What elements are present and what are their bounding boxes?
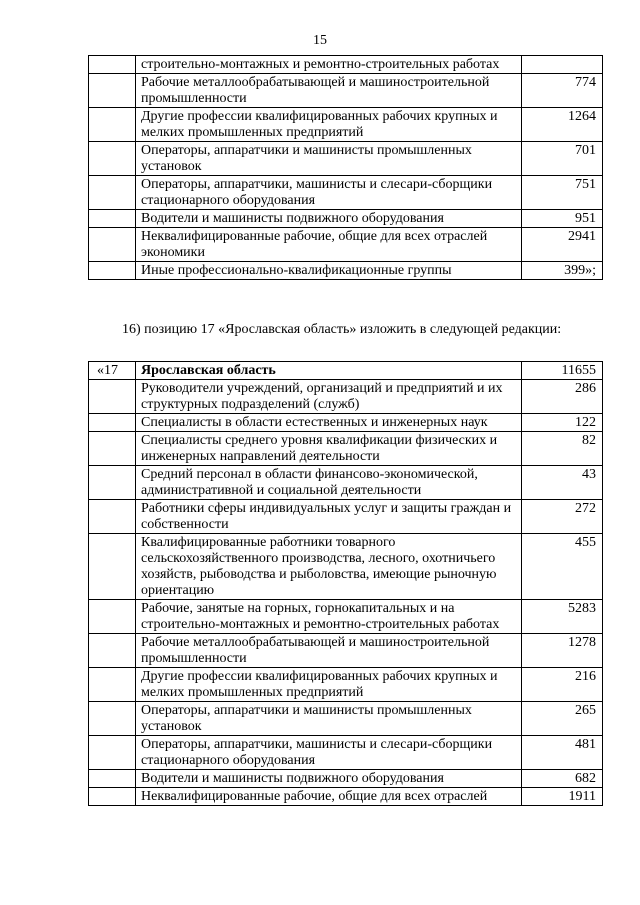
- table-row: [89, 788, 603, 806]
- table-row: [89, 56, 603, 74]
- table-row: [89, 770, 603, 788]
- value-cell: 82: [522, 432, 603, 466]
- value-cell: 286: [522, 380, 603, 414]
- table-row: [89, 600, 603, 634]
- table-row: [89, 176, 603, 210]
- value-cell: 43: [522, 466, 603, 500]
- table-row: [89, 380, 603, 414]
- occupation-cell: Средний персонал в области финансово-экономической, административной и социальной деятельности: [136, 466, 522, 500]
- value-cell: 481: [522, 736, 603, 770]
- code-cell: [89, 534, 136, 600]
- code-cell: [89, 210, 136, 228]
- value-cell: 1278: [522, 634, 603, 668]
- value-cell: 774: [522, 74, 603, 108]
- table-row: [89, 262, 603, 280]
- code-cell: [89, 668, 136, 702]
- value-cell: 265: [522, 702, 603, 736]
- value-cell: 399»;: [522, 262, 603, 280]
- code-cell: [89, 262, 136, 280]
- table-row: [89, 108, 603, 142]
- table-row: [89, 74, 603, 108]
- occupation-cell: Специалисты среднего уровня квалификации физических и инженерных направлений деятельности: [136, 432, 522, 466]
- region-name: Ярославская область: [136, 362, 522, 380]
- table-row: [89, 432, 603, 466]
- code-cell: [89, 380, 136, 414]
- table-row: [89, 534, 603, 600]
- occupation-cell: Работники сферы индивидуальных услуг и защиты граждан и собственности: [136, 500, 522, 534]
- value-cell: 701: [522, 142, 603, 176]
- table-row: [89, 228, 603, 262]
- position-code: «17: [89, 362, 136, 380]
- code-cell: [89, 736, 136, 770]
- occupation-cell: Другие профессии квалифицированных рабочих крупных и мелких промышленных предприятий: [136, 108, 522, 142]
- value-cell: 751: [522, 176, 603, 210]
- table-row: [89, 634, 603, 668]
- occupation-cell: Иные профессионально-квалификационные группы: [136, 262, 522, 280]
- table-row: [89, 466, 603, 500]
- occupation-cell: Неквалифицированные рабочие, общие для всех отраслей экономики: [136, 228, 522, 262]
- table-row: [89, 414, 603, 432]
- value-cell: 122: [522, 414, 603, 432]
- occupation-cell: Специалисты в области естественных и инженерных наук: [136, 414, 522, 432]
- code-cell: [89, 500, 136, 534]
- code-cell: [89, 414, 136, 432]
- occupation-cell: Квалифицированные работники товарного сельскохозяйственного производства, лесного, охотничьего хозяйств, рыбоводства и рыболовства, имеющие рыночную ориентацию: [136, 534, 522, 600]
- value-cell: 272: [522, 500, 603, 534]
- table-row: [89, 736, 603, 770]
- occupation-cell: Неквалифицированные рабочие, общие для всех отраслей: [136, 788, 522, 806]
- page-number: 15: [313, 33, 327, 48]
- occupation-cell: строительно-монтажных и ремонтно-строительных работах: [136, 56, 522, 74]
- code-cell: [89, 788, 136, 806]
- code-cell: [89, 228, 136, 262]
- table-row: [89, 702, 603, 736]
- code-cell: [89, 770, 136, 788]
- yaroslavl-region-table: [88, 361, 603, 806]
- occupation-cell: Руководители учреждений, организаций и предприятий и их структурных подразделений (служб): [136, 380, 522, 414]
- value-cell: 455: [522, 534, 603, 600]
- code-cell: [89, 176, 136, 210]
- code-cell: [89, 56, 136, 74]
- code-cell: [89, 634, 136, 668]
- value-cell: 2941: [522, 228, 603, 262]
- table-row: [89, 668, 603, 702]
- occupations-table-continuation: [88, 55, 603, 280]
- occupation-cell: Водители и машинисты подвижного оборудования: [136, 210, 522, 228]
- occupation-cell: Рабочие металлообрабатывающей и машиностроительной промышленности: [136, 634, 522, 668]
- code-cell: [89, 74, 136, 108]
- occupation-cell: Операторы, аппаратчики и машинисты промышленных установок: [136, 142, 522, 176]
- value-cell: 216: [522, 668, 603, 702]
- table-row: [89, 210, 603, 228]
- code-cell: [89, 142, 136, 176]
- value-cell: 1911: [522, 788, 603, 806]
- value-cell: 1264: [522, 108, 603, 142]
- occupation-cell: Операторы, аппаратчики, машинисты и слесари-сборщики стационарного оборудования: [136, 176, 522, 210]
- value-cell: [522, 56, 603, 74]
- table-row: [89, 500, 603, 534]
- region-row: [89, 362, 603, 380]
- occupation-cell: Рабочие, занятые на горных, горнокапитальных и на строительно-монтажных и ремонтно-строительных работах: [136, 600, 522, 634]
- value-cell: 5283: [522, 600, 603, 634]
- table-row: [89, 142, 603, 176]
- code-cell: [89, 600, 136, 634]
- occupation-cell: Операторы, аппаратчики и машинисты промышленных установок: [136, 702, 522, 736]
- amendment-paragraph: 16) позицию 17 «Ярославская область» изложить в следующей редакции:: [122, 322, 562, 337]
- code-cell: [89, 466, 136, 500]
- occupation-cell: Операторы, аппаратчики, машинисты и слесари-сборщики стационарного оборудования: [136, 736, 522, 770]
- value-cell: 682: [522, 770, 603, 788]
- occupation-cell: Водители и машинисты подвижного оборудования: [136, 770, 522, 788]
- code-cell: [89, 432, 136, 466]
- code-cell: [89, 108, 136, 142]
- code-cell: [89, 702, 136, 736]
- occupation-cell: Другие профессии квалифицированных рабочих крупных и мелких промышленных предприятий: [136, 668, 522, 702]
- region-total: 11655: [522, 362, 603, 380]
- occupation-cell: Рабочие металлообрабатывающей и машиностроительной промышленности: [136, 74, 522, 108]
- value-cell: 951: [522, 210, 603, 228]
